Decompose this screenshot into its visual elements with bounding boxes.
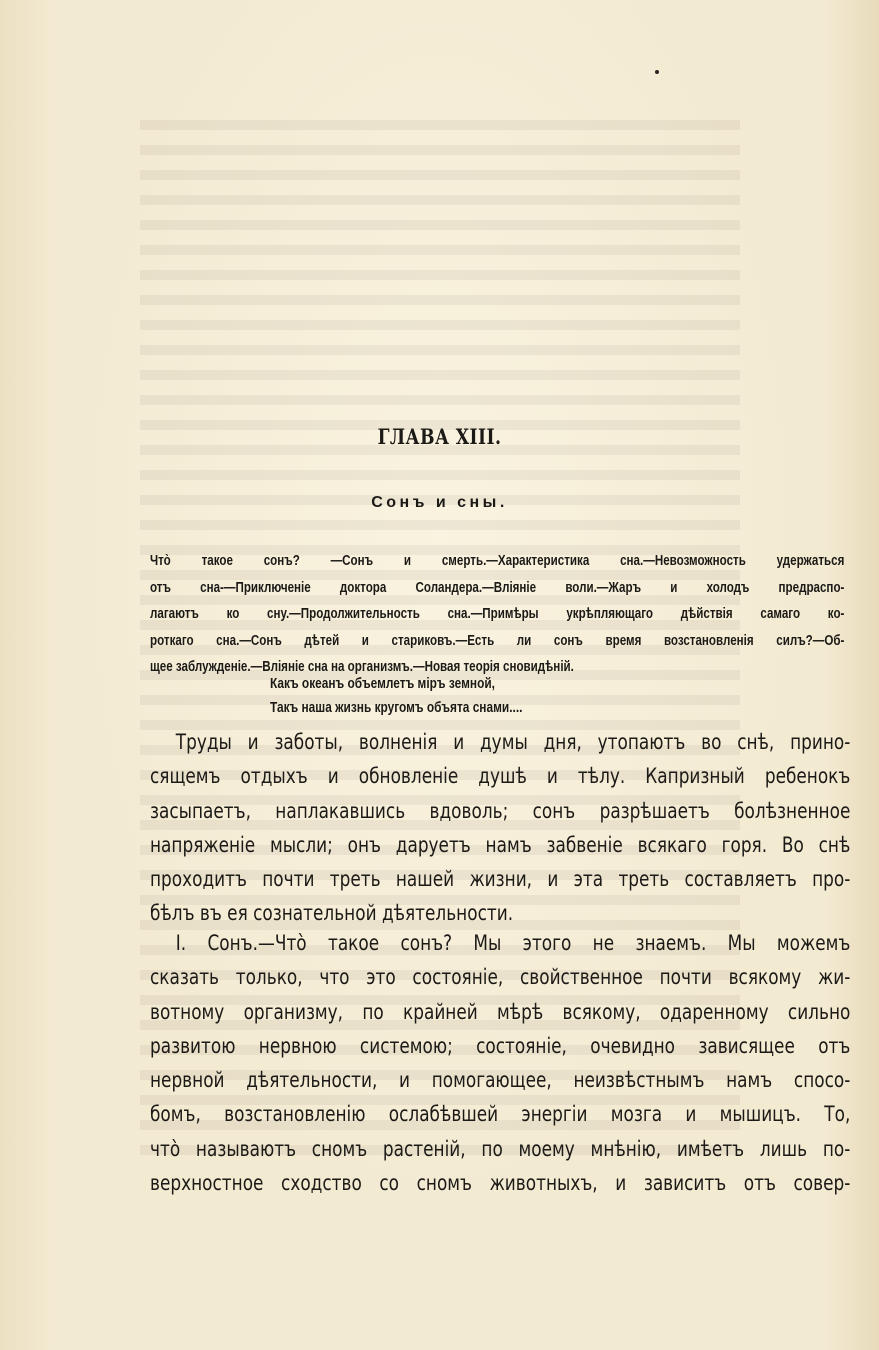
summary-line: лагаютъ ко сну.—Продолжительность сна.—Примѣры укрѣпляющаго дѣйствія самаго ко- [150,606,845,622]
epigraph-line: Какъ океанъ объемлетъ міръ земной, [270,676,495,692]
text-line: засыпаетъ, наплакавшись вдоволь; сонъ разрѣшаетъ болѣзненное [150,798,851,823]
epigraph-line: Такъ наша жизнь кругомъ объята снами.... [270,700,523,716]
text-line: проходитъ почти треть нашей жизни, и эта треть составляетъ про- [150,867,851,892]
text-line: развитою нервною системою; состояніе, очевидно зависящее отъ [150,1033,851,1058]
text-line: вотному организму, по крайней мѣрѣ всякому, одаренному сильно [150,999,851,1024]
summary-line: щее заблужденіе.—Вліяніе сна на организмъ.—Новая теорія сновидѣній. [150,659,574,675]
text-line: бомъ, возстановленію ослабѣвшей энергіи мозга и мышицъ. То, [150,1102,851,1127]
text-line: что̀ называютъ сномъ растеній, по моему мнѣнію, имѣетъ лишь по- [150,1136,851,1161]
summary-line: отъ сна-—Приключеніе доктора Солaндера.—Вліяніе воли.—Жаръ и холодъ предраспо- [150,579,845,596]
ink-dot [655,70,659,74]
epigraph [270,672,522,720]
text-line: верхностное сходство со сномъ животныхъ, и зависитъ отъ совер- [150,1171,851,1196]
text-line: бѣлъ въ ея сознательной дѣятельности. [150,901,514,926]
text-line: нервной дѣятельности, и помогающее, неизвѣстнымъ намъ спосо- [150,1068,851,1093]
text-line: сказать только, что это состояніе, свойственное почти всякому жи- [150,965,851,990]
chapter-summary [150,548,844,681]
text-line: сящемъ отдыхъ и обновленіе душѣ и тѣлу. Капризный ребенокъ [150,764,851,789]
chapter-title: Сонъ и сны. [371,494,508,511]
paragraph-section-1 [150,926,850,1200]
paragraph-intro [150,725,850,931]
text-line: напряженіе мысли; онъ даруетъ намъ забвеніе всякаго горя. Во снѣ [150,832,851,857]
summary-line: роткаго сна.—Сонъ дѣтей и стариковъ.—Есть ли сонъ время возстановленія силъ?—Об- [150,632,845,649]
text-line: Труды и заботы, волненія и думы дня, утопаютъ во снѣ, прино- [175,730,851,754]
text-line: I. Сонъ.—Что̀ такое сонъ? Мы этого не знаемъ. Мы можемъ [175,931,851,955]
summary-line: Что̀ такое сонъ? —Сонъ и смерть.—Характеристика сна.—Невозможность удержаться [150,553,845,569]
chapter-heading: ГЛАВА XIII. [377,424,502,449]
